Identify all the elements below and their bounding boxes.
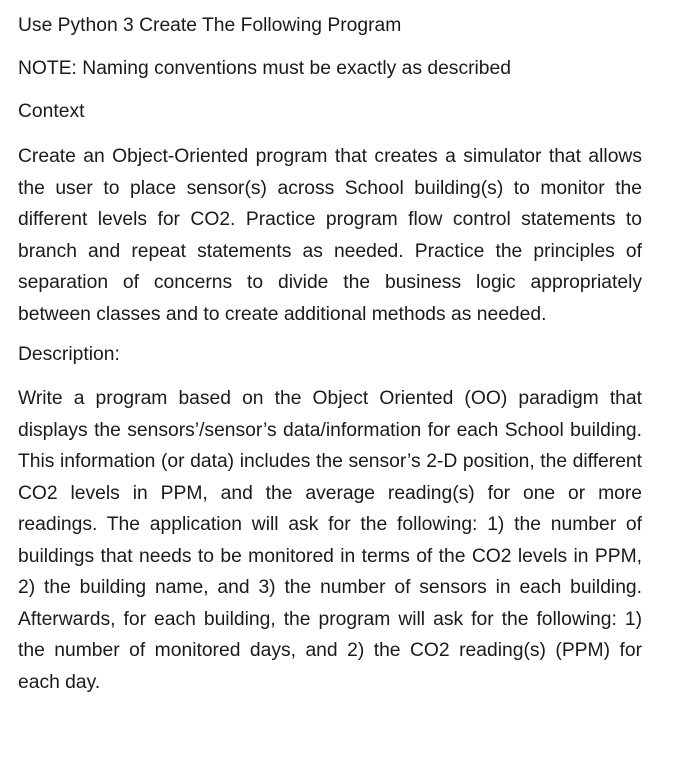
description-heading: Description: [18, 344, 120, 365]
document-body [18, 12, 642, 698]
context-heading: Context [18, 101, 85, 122]
spacer [18, 330, 642, 341]
context-paragraph: Create an Object-Oriented program that creates a simulator that allows the user to place sensor(s) across School building(s) to monitor the different levels for CO2. Practice program flow control statements to branch and repeat statements as needed. Practice the principles of separation of concerns to divide the business logic appropriately between classes and to create additional methods as needed. [18, 146, 642, 325]
note-line: NOTE: Naming conventions must be exactly as described [18, 58, 511, 79]
description-paragraph: Write a program based on the Object Oriented (OO) paradigm that displays the sensors’/sensor’s data/information for each School building. This information (or data) includes the sensor’s 2-D position, the different CO2 levels in PPM, and the average reading(s) for one or more readings. The application will ask for the following: 1) the number of buildings that needs to be monitored in terms of the CO2 levels in PPM, 2) the building name, and 3) the number of sensors in each building. Afterwards, for each building, the program will ask for the following: 1) the number of monitored days, and 2) the CO2 reading(s) (PPM) for each day. [18, 388, 642, 693]
spacer [18, 125, 642, 141]
document-title: Use Python 3 Create The Following Program [18, 15, 402, 36]
spacer [18, 39, 642, 55]
spacer [18, 82, 642, 98]
spacer [18, 368, 642, 383]
